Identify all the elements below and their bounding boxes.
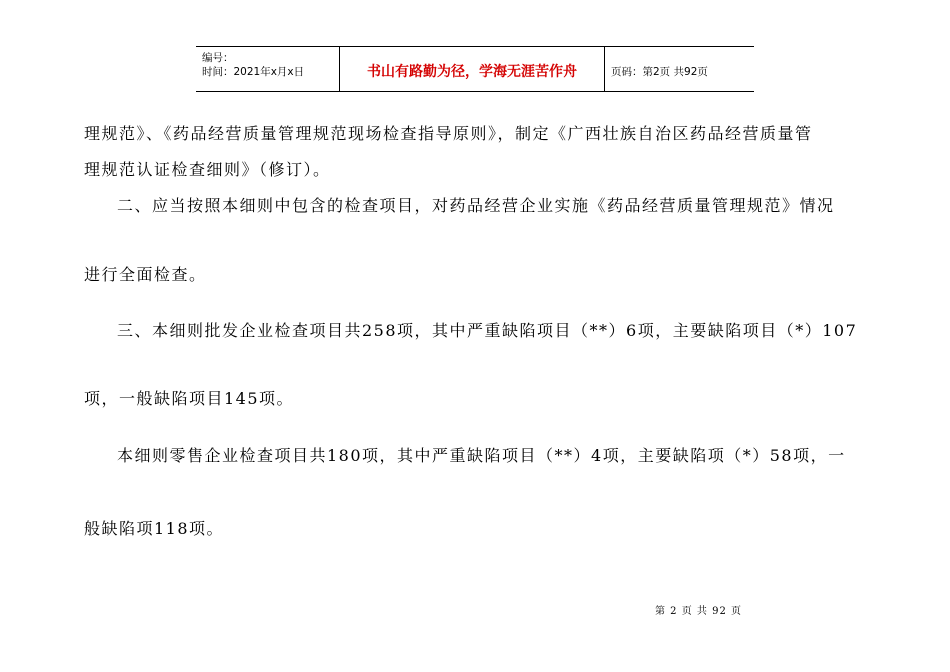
serial-number-label: 编号： bbox=[202, 52, 234, 64]
date-label: 时间：2021年x月x日 bbox=[202, 66, 305, 78]
body-line-8: 般缺陷项118项。 bbox=[84, 519, 225, 538]
body-line-5: 三、本细则批发企业检查项目共258项，其中严重缺陷项目（**）6项，主要缺陷项目（*）107 bbox=[117, 321, 858, 340]
body-line-6: 项，一般缺陷项目145项。 bbox=[84, 389, 295, 408]
header-page-number: 页码：第2页 共92页 bbox=[611, 65, 708, 78]
body-line-4: 进行全面检查。 bbox=[84, 265, 207, 284]
header-motto: 书山有路勤为径，学海无涯苦作舟 bbox=[339, 47, 605, 91]
body-line-1: 理规范》、《药品经营质量管理规范现场检查指导原则》，制定《广西壮族自治区药品经营质量管 bbox=[84, 124, 813, 143]
header-meta-cell bbox=[196, 47, 339, 91]
page-header bbox=[196, 46, 754, 92]
body-line-7: 本细则零售企业检查项目共180项，其中严重缺陷项目（**）4项，主要缺陷项（*）58项，一 bbox=[117, 446, 846, 465]
page-footer: 第 2 页 共 92 页 bbox=[655, 606, 742, 617]
body-line-3: 二、应当按照本细则中包含的检查项目，对药品经营企业实施《药品经营质量管理规范》情况 bbox=[117, 196, 835, 215]
body-line-2: 理规范认证检查细则》（修订）。 bbox=[84, 160, 331, 179]
